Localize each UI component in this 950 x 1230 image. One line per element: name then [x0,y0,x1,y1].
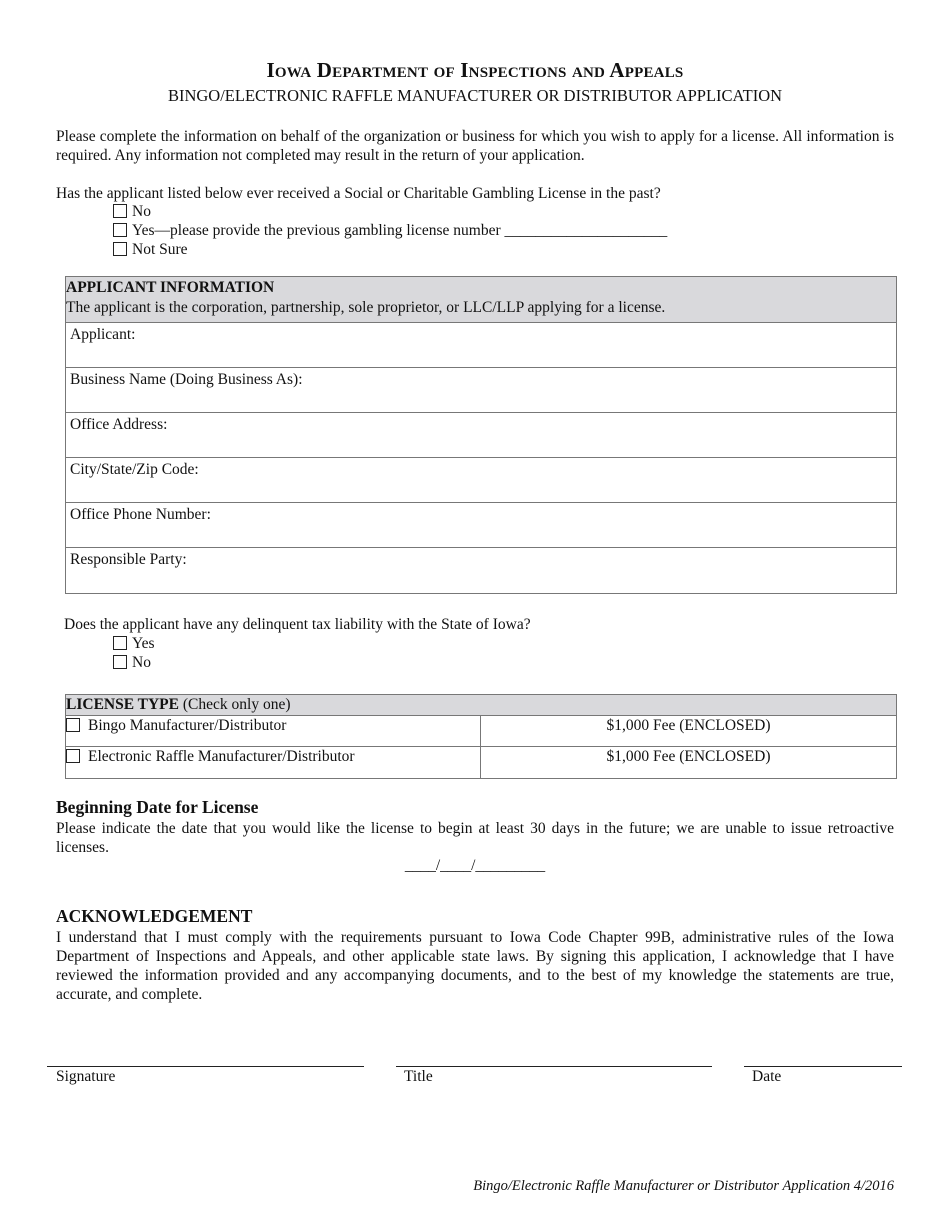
tax-option-yes[interactable] [113,634,155,653]
prior-license-option-not-sure[interactable] [113,240,188,259]
signature-label: Signature [56,1068,116,1085]
option-label: Yes—please provide the previous gambling license number _____________________ [132,222,668,239]
applicant-info-description: The applicant is the corporation, partnership, sole proprietor, or LLC/LLP applying for a license. [66,299,666,316]
field-label: Office Phone Number: [70,506,211,523]
applicant-info-heading: APPLICANT INFORMATION [66,279,275,296]
acknowledgement-text: I understand that I must comply with the requirements pursuant to Iowa Code Chapter 99B, administrative rules of the Iowa Department of Inspections and Appeals, and other applicable state laws. By signing this application, I acknowledge that I have reviewed the information provided and any accompanying documents, and to the best of my knowledge the statements are true, accurate, and complete. [56,929,894,1003]
checkbox[interactable] [113,655,127,669]
city-state-zip-field[interactable] [66,458,896,503]
prior-license-option-yes[interactable] [113,221,667,240]
intro-text: Please complete the information on behalf of the organization or business for which you wish to apply for a license. All information is required. Any information not completed may result in the return of your application. [56,128,894,164]
applicant-info-header [66,277,896,323]
responsible-party-field[interactable] [66,548,896,593]
field-label: Applicant: [70,326,136,343]
acknowledgement-heading: ACKNOWLEDGEMENT [56,906,253,926]
option-label: No [132,203,151,220]
license-type-header [66,695,896,716]
applicant-field[interactable] [66,323,896,368]
field-label: Responsible Party: [70,551,187,568]
date-line[interactable] [744,1066,902,1067]
checkbox[interactable] [113,242,127,256]
form-subtitle: BINGO/ELECTRONIC RAFFLE MANUFACTURER OR DISTRIBUTOR APPLICATION [167,86,783,105]
prior-license-question: Has the applicant listed below ever received a Social or Charitable Gambling License in the past? [56,185,661,202]
field-label: Office Address: [70,416,168,433]
tax-question: Does the applicant have any delinquent tax liability with the State of Iowa? [64,616,531,633]
license-fee: $1,000 Fee (ENCLOSED) [606,717,771,734]
license-type-table [65,694,897,779]
applicant-info-table [65,276,897,594]
license-label: Electronic Raffle Manufacturer/Distributor [88,748,355,765]
beginning-date-heading: Beginning Date for License [56,797,259,817]
option-label: Yes [132,635,155,652]
date-blank[interactable]: ____/____/_________ [404,857,546,874]
page-title: Iowa Department of Inspections and Appeals [266,58,684,82]
option-label: Not Sure [132,241,188,258]
option-label: No [132,654,151,671]
tax-option-no[interactable] [113,653,151,672]
prior-license-option-no[interactable] [113,202,151,221]
title-label: Title [404,1068,433,1085]
checkbox[interactable] [113,204,127,218]
office-address-field[interactable] [66,413,896,458]
license-row-electronic-raffle[interactable] [66,747,896,778]
checkbox[interactable] [66,718,80,732]
beginning-date-text: Please indicate the date that you would like the license to begin at least 30 days in the future; we are unable to issue retroactive licenses. [56,820,894,856]
business-name-field[interactable] [66,368,896,413]
license-row-bingo[interactable] [66,716,896,747]
field-label: City/State/Zip Code: [70,461,199,478]
checkbox[interactable] [113,223,127,237]
license-type-heading: LICENSE TYPE [66,696,179,713]
license-fee: $1,000 Fee (ENCLOSED) [606,748,771,765]
footer-text: Bingo/Electronic Raffle Manufacturer or Distributor Application 4/2016 [473,1178,894,1194]
date-label: Date [752,1068,782,1085]
checkbox[interactable] [113,636,127,650]
license-label: Bingo Manufacturer/Distributor [88,717,287,734]
title-line[interactable] [396,1066,712,1067]
signature-line[interactable] [47,1066,364,1067]
office-phone-field[interactable] [66,503,896,548]
checkbox[interactable] [66,749,80,763]
license-type-note: (Check only one) [179,696,291,713]
field-label: Business Name (Doing Business As): [70,371,303,388]
